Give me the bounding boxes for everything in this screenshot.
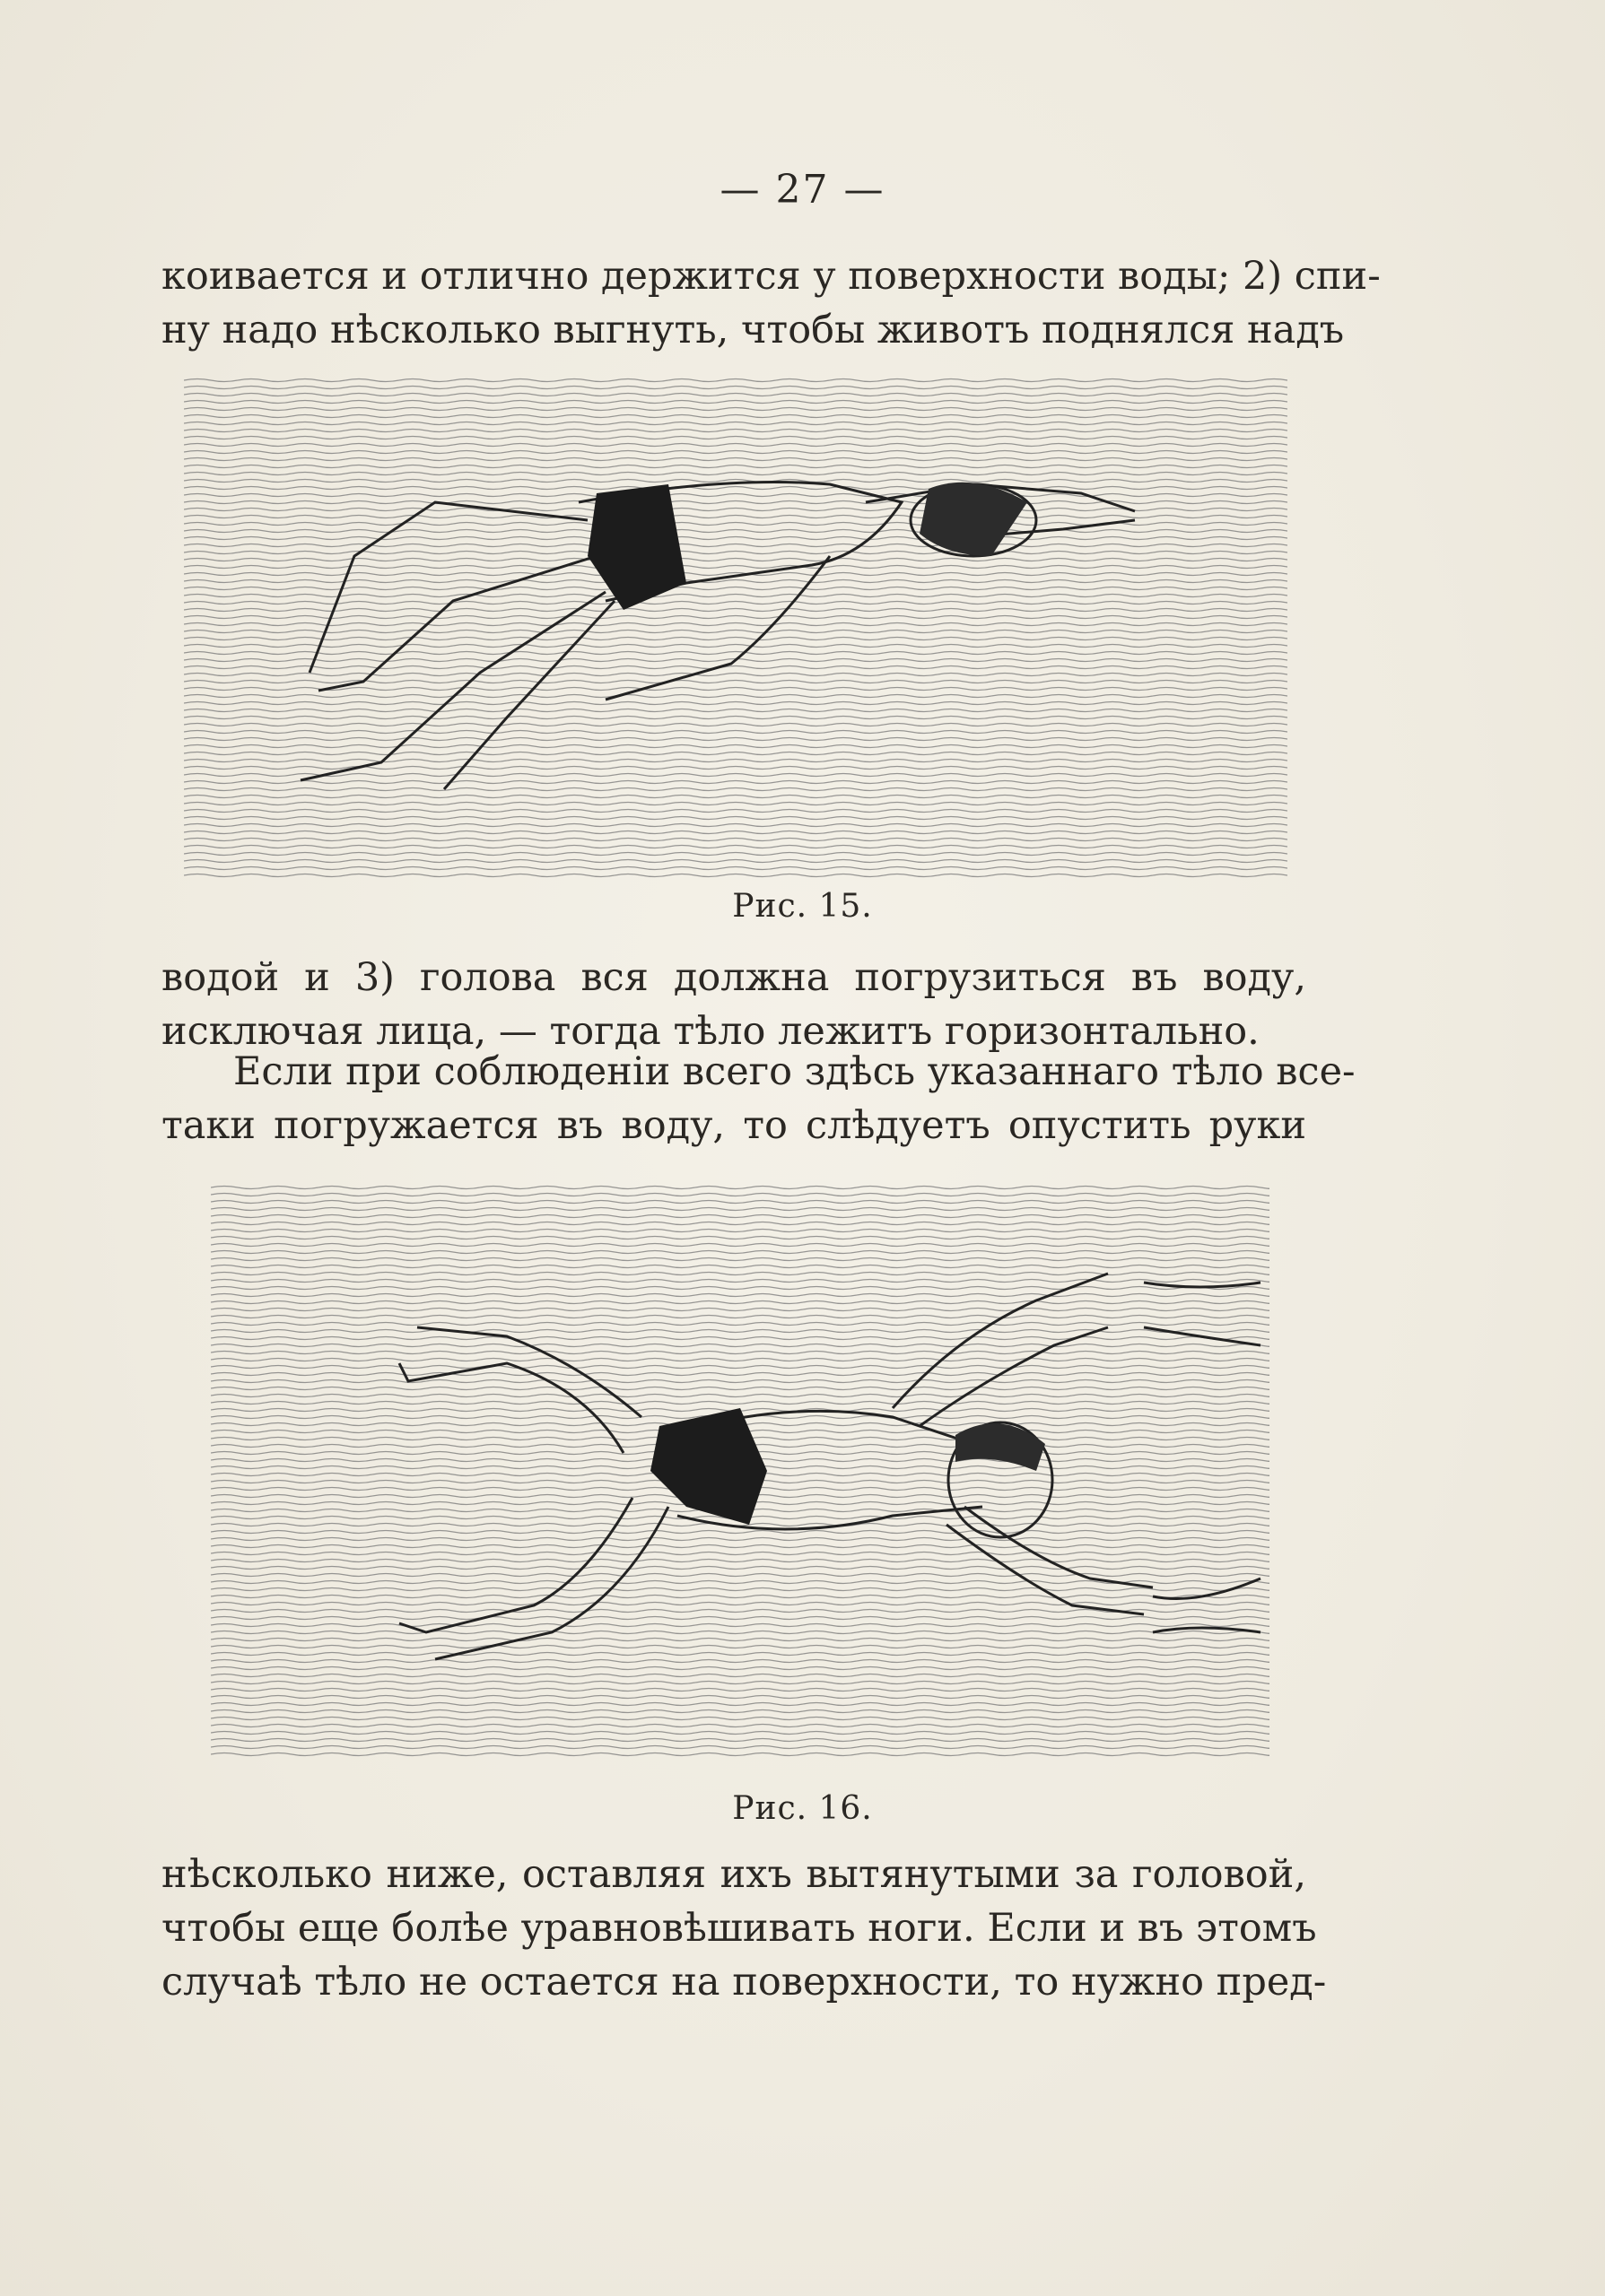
text-line: чтобы еще болѣе уравновѣшивать ноги. Если и въ этомъ <box>161 1906 1317 1951</box>
text-line: Если при соблюденіи всего здѣсь указаннаго тѣло все- <box>233 1049 1356 1094</box>
paragraph-bottom <box>161 1848 1327 2009</box>
text-line: исключая лица, — тогда тѣло лежитъ горизонтально. <box>161 1009 1260 1054</box>
figure-15-caption: Рис. 15. <box>732 888 873 925</box>
text-line: таки погружается въ воду, то слѣдуетъ опустить руки <box>161 1103 1306 1148</box>
text-line: водой и 3) голова вся должна погрузиться въ воду, <box>161 955 1306 1000</box>
paragraph-middle-b <box>161 1045 1356 1152</box>
figure-16-illustration <box>211 1184 1269 1758</box>
text-line: случаѣ тѣло не остается на поверхности, то нужно пред- <box>161 1960 1327 2005</box>
figure-16-caption: Рис. 16. <box>732 1790 873 1827</box>
page-number: — 27 — <box>720 167 885 213</box>
text-line: нѣсколько ниже, оставляя ихъ вытянутыми за головой, <box>161 1852 1306 1897</box>
text-line: ну надо нѣсколько выгнуть, чтобы животъ поднялся надъ <box>161 308 1345 352</box>
paragraph-middle-a <box>161 951 1306 1058</box>
paragraph-top <box>161 249 1381 357</box>
text-line: коивается и отлично держится у поверхности воды; 2) спи- <box>161 254 1381 299</box>
figure-15-illustration <box>184 377 1287 879</box>
